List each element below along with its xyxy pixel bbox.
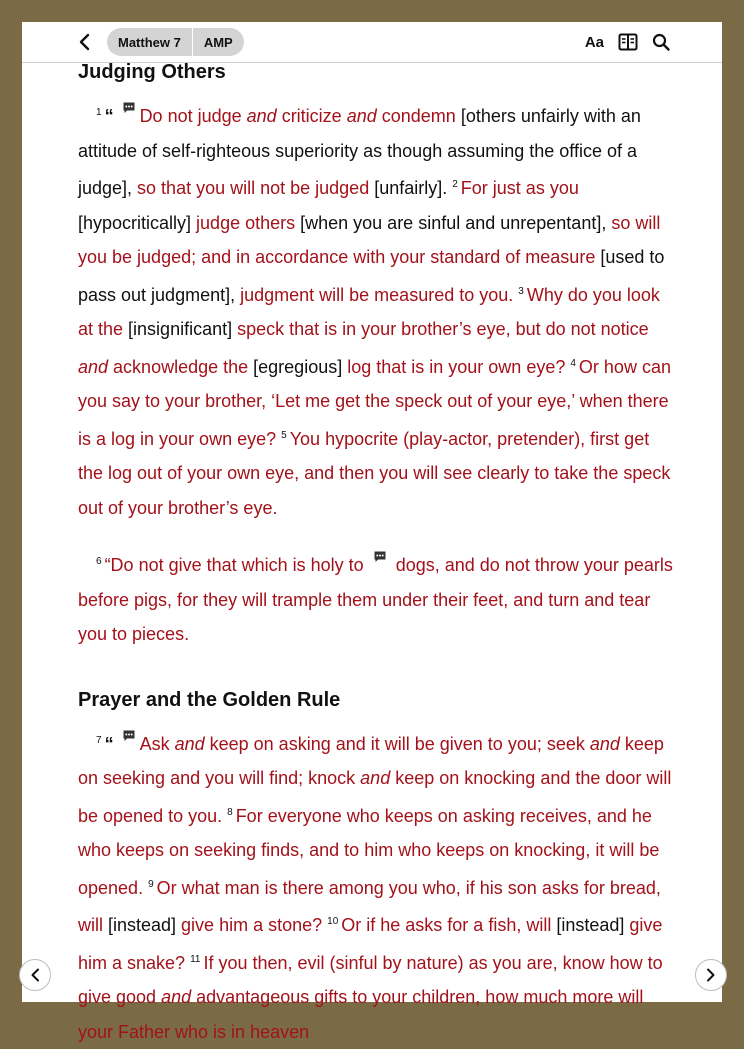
verse-text-red: For just as you [461, 178, 579, 198]
verse-text-red: so will you be judged; and in accordance with your standard of measure [78, 213, 660, 268]
verse-number: 8 [227, 807, 233, 818]
verse-number: 9 [148, 879, 154, 890]
verse-number: 2 [452, 179, 458, 190]
verse-text-red-italic: and [247, 106, 277, 126]
verse-text-red: give him a snake? [78, 915, 662, 973]
verse-text-red: Or what man is there among you who, if his son asks for bread, will [78, 878, 661, 936]
parallel-bible-icon[interactable] [618, 33, 638, 51]
verse-text-red-italic: and [347, 106, 377, 126]
verse-text-red-italic: and [175, 734, 205, 754]
previous-chapter-button[interactable] [19, 959, 51, 991]
scripture-content [78, 58, 678, 1049]
chevron-left-icon [78, 33, 90, 51]
chevron-left-icon [30, 968, 40, 982]
verse-paragraph [78, 96, 678, 525]
reader-page [22, 22, 722, 1002]
note-icon[interactable] [122, 101, 136, 115]
verse-text-red: Do not judge [140, 106, 247, 126]
verse-text: [instead] [556, 915, 629, 935]
verse-text: [instead] [108, 915, 181, 935]
verse-text-red: keep on knocking and the door will be opened to you. [78, 768, 671, 826]
font-settings-button[interactable]: Aa [585, 34, 604, 51]
verse-number: 6 [96, 556, 102, 567]
verse-text-red-italic: and [161, 987, 191, 1007]
verse-text: [insignificant] [128, 319, 237, 339]
search-icon[interactable] [652, 33, 670, 51]
verse-text-red: Or how can you say to your brother, ‘Let me get the speck out of your eye,’ when there is a log in your own eye? [78, 357, 671, 449]
verse-text: [used to pass out judgment], [78, 247, 664, 305]
verse-text-red: criticize [277, 106, 347, 126]
verse-text-red: log that is in your own eye? [347, 357, 570, 377]
note-icon[interactable] [373, 550, 387, 564]
quote-mark: “ [105, 106, 114, 126]
verse-text-red: “Do not give that which is holy to [105, 555, 369, 575]
verse-number: 7 [96, 735, 102, 746]
verse-text-red: keep on asking and it will be given to you; seek [205, 734, 590, 754]
chapter-selector[interactable]: Matthew 7 [107, 28, 192, 56]
verse-text-red: Or if he asks for a fish, will [341, 915, 556, 935]
section-heading: Prayer and the Golden Rule [78, 686, 678, 714]
quote-mark: “ [105, 734, 114, 754]
verse-text-red: If you then, evil (sinful by nature) as you are, know how to give good [78, 953, 663, 1008]
verse-number: 1 [96, 107, 102, 118]
verse-text-red-italic: and [78, 357, 108, 377]
verse-paragraph [78, 545, 678, 652]
verse-number: 10 [327, 916, 338, 927]
chevron-right-icon [706, 968, 716, 982]
version-selector[interactable]: AMP [193, 28, 244, 56]
verse-number: 3 [518, 286, 524, 297]
next-chapter-button[interactable] [695, 959, 727, 991]
verse-text-red-italic: and [590, 734, 620, 754]
verse-text-red: judgment will be measured to you. [240, 285, 518, 305]
verse-text-red: You hypocrite (play-actor, pretender), first get the log out of your own eye, and then you will see clearly to take the speck out of your brother’s eye. [78, 429, 670, 518]
verse-text: [hypocritically] [78, 213, 196, 233]
top-toolbar [22, 22, 722, 63]
note-icon[interactable] [122, 729, 136, 743]
verse-text-red: so that you will not be judged [137, 178, 374, 198]
verse-text-red: dogs, and do not throw your pearls before pigs, for they will trample them under their feet, and turn and tear you to pieces. [78, 555, 673, 644]
verse-text-red: For everyone who keeps on asking receives, and he who keeps on seeking finds, and to him who keeps on knocking, it will be opened. [78, 806, 659, 898]
verse-text-red: Why do you look at the [78, 285, 660, 340]
verse-text: [unfairly]. [374, 178, 452, 198]
toolbar-actions [585, 29, 670, 55]
verse-text: [egregious] [253, 357, 347, 377]
verse-paragraph [78, 724, 678, 1049]
verse-text: [others unfairly with an attitude of self-righteous superiority as though assuming the office of a judge], [78, 106, 641, 198]
back-button[interactable] [72, 29, 96, 55]
verse-text-red: keep on seeking and you will find; knock [78, 734, 664, 789]
verse-text-red: judge others [196, 213, 300, 233]
reference-pill [107, 28, 244, 56]
verse-text-red-italic: and [360, 768, 390, 788]
verse-text-red: speck that is in your brother’s eye, but do not notice [237, 319, 649, 339]
verse-text-red: give him a stone? [181, 915, 327, 935]
section-heading: Judging Others [78, 58, 678, 86]
verse-text-red: Ask [140, 734, 175, 754]
verse-text-red: condemn [377, 106, 461, 126]
verse-number: 4 [570, 358, 576, 369]
verse-text-red: acknowledge the [108, 357, 253, 377]
verse-text: [when you are sinful and unrepentant], [300, 213, 611, 233]
verse-number: 11 [190, 954, 200, 965]
verse-text-red: advantageous gifts to your children, how much more will your Father who is in heaven [78, 987, 643, 1042]
verse-number: 5 [281, 430, 287, 441]
